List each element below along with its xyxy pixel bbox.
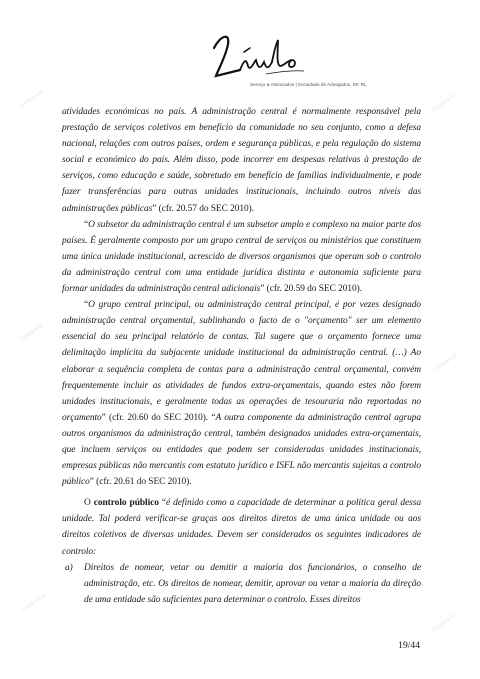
quoted-text: é definido como a capacidade de determinar a política geral dessa unidade. Tal poderá verificar-se graças aos direitos diretos de uma única unidade ou aos direitos coletivos de diversas unidades. Devem ser considerados os seguintes indicadores de controlo: [62,498,422,557]
watermark: Confidencial [20,592,47,614]
text-run: “ [158,498,167,509]
text-run: ” (cfr. 20.59 do SEC 2010). [260,284,362,295]
list-marker: a) [65,562,73,573]
text-run: “ [84,219,89,230]
text-run: ” (cfr. 20.57 do SEC 2010). [152,203,255,214]
logo-subtitle: Serviço & Associados | Sociedade de Advogados, SP, RL [250,82,367,87]
watermark: Confidencial [18,322,45,344]
paragraph [62,495,421,559]
watermark: Confidencial [432,352,459,374]
quoted-text: O subsetor da administração central é um subsetor amplo e complexo na maior parte dos países. É geralmente composto por um grupo central de serviços ou ministérios que constituem uma única unidade institucional, acrescido de diversos organismos que operam sob o controlo da administração central com uma entidade jurídica distinta e autonomia suficiente para formar unidades da administração central adicionais [62,219,421,295]
list-item [62,560,421,608]
text-run: O [84,498,94,509]
text-run: ” (cfr. 20.61 do SEC 2010). [89,477,192,488]
quoted-text: O grupo central principal, ou administração central principal, é por vezes designado administração central orçamental, sublinhando o facto de o "orçamento" ser um elemento essencial do seu principal relatório de contas. Tal sugere que o orçamento fornece uma delimitação implícita da subjacente unidade institucional da administração central. (…) Ao elaborar a sequência completa de contas para a administração central orçamental, convém frequentemente incluir as atividades de fundos extra-orçamentais, quando estes não forem unidades institucionais, e geralmente todas as operações de tesouraria não reportadas no orçamento [62,300,421,423]
quoted-text: atividades económicas no país. A administração central é normalmente responsável pela prestação de serviços coletivos em benefício da comunidade no seu conjunto, como a defesa nacional, relações com outros países, ordem e segurança públicas, e pela regulação do sistema social e económico do país. Além disso, pode incorrer em despesas relativas à prestação de serviços, como educação e saúde, sobretudo em benefício de famílias individualmente, e pode fazer transferências para outras unidades institucionais, incluindo outros níveis das administrações públicas [62,107,421,214]
logo-signature-icon [206,30,316,84]
page-number: 19/44 [398,640,420,651]
paragraph [62,104,421,217]
text-run: ” (cfr. 20.60 do SEC 2010). “ [101,412,216,423]
paragraph [62,297,421,490]
document-body [62,104,421,608]
paragraph [62,217,421,297]
text-run: “ [84,300,89,311]
list-item-text: Direitos de nomear, vetar ou demitir a maioria dos funcionários, o conselho de administração, etc. Os direitos de nomear, demitir, aprovar ou vetar a maioria da direção de uma entidade são suficientes para determinar o controlo. Esses direitos [84,562,421,605]
watermark: Confidencial [430,92,457,114]
watermark: Confidencial [430,612,457,634]
defined-term: controlo público [93,498,159,509]
watermark: Confidencial [18,88,45,110]
quoted-text: A outra componente da administração central agrupa outros organismos da administração central, também designados unidades extra-orçamentais, que incluem serviços ou entidades que podem ser consideradas unidades institucionais, empresas públicas não mercantis com estatuto jurídico e ISFL não mercantis sujeitas a controlo público [62,412,421,488]
